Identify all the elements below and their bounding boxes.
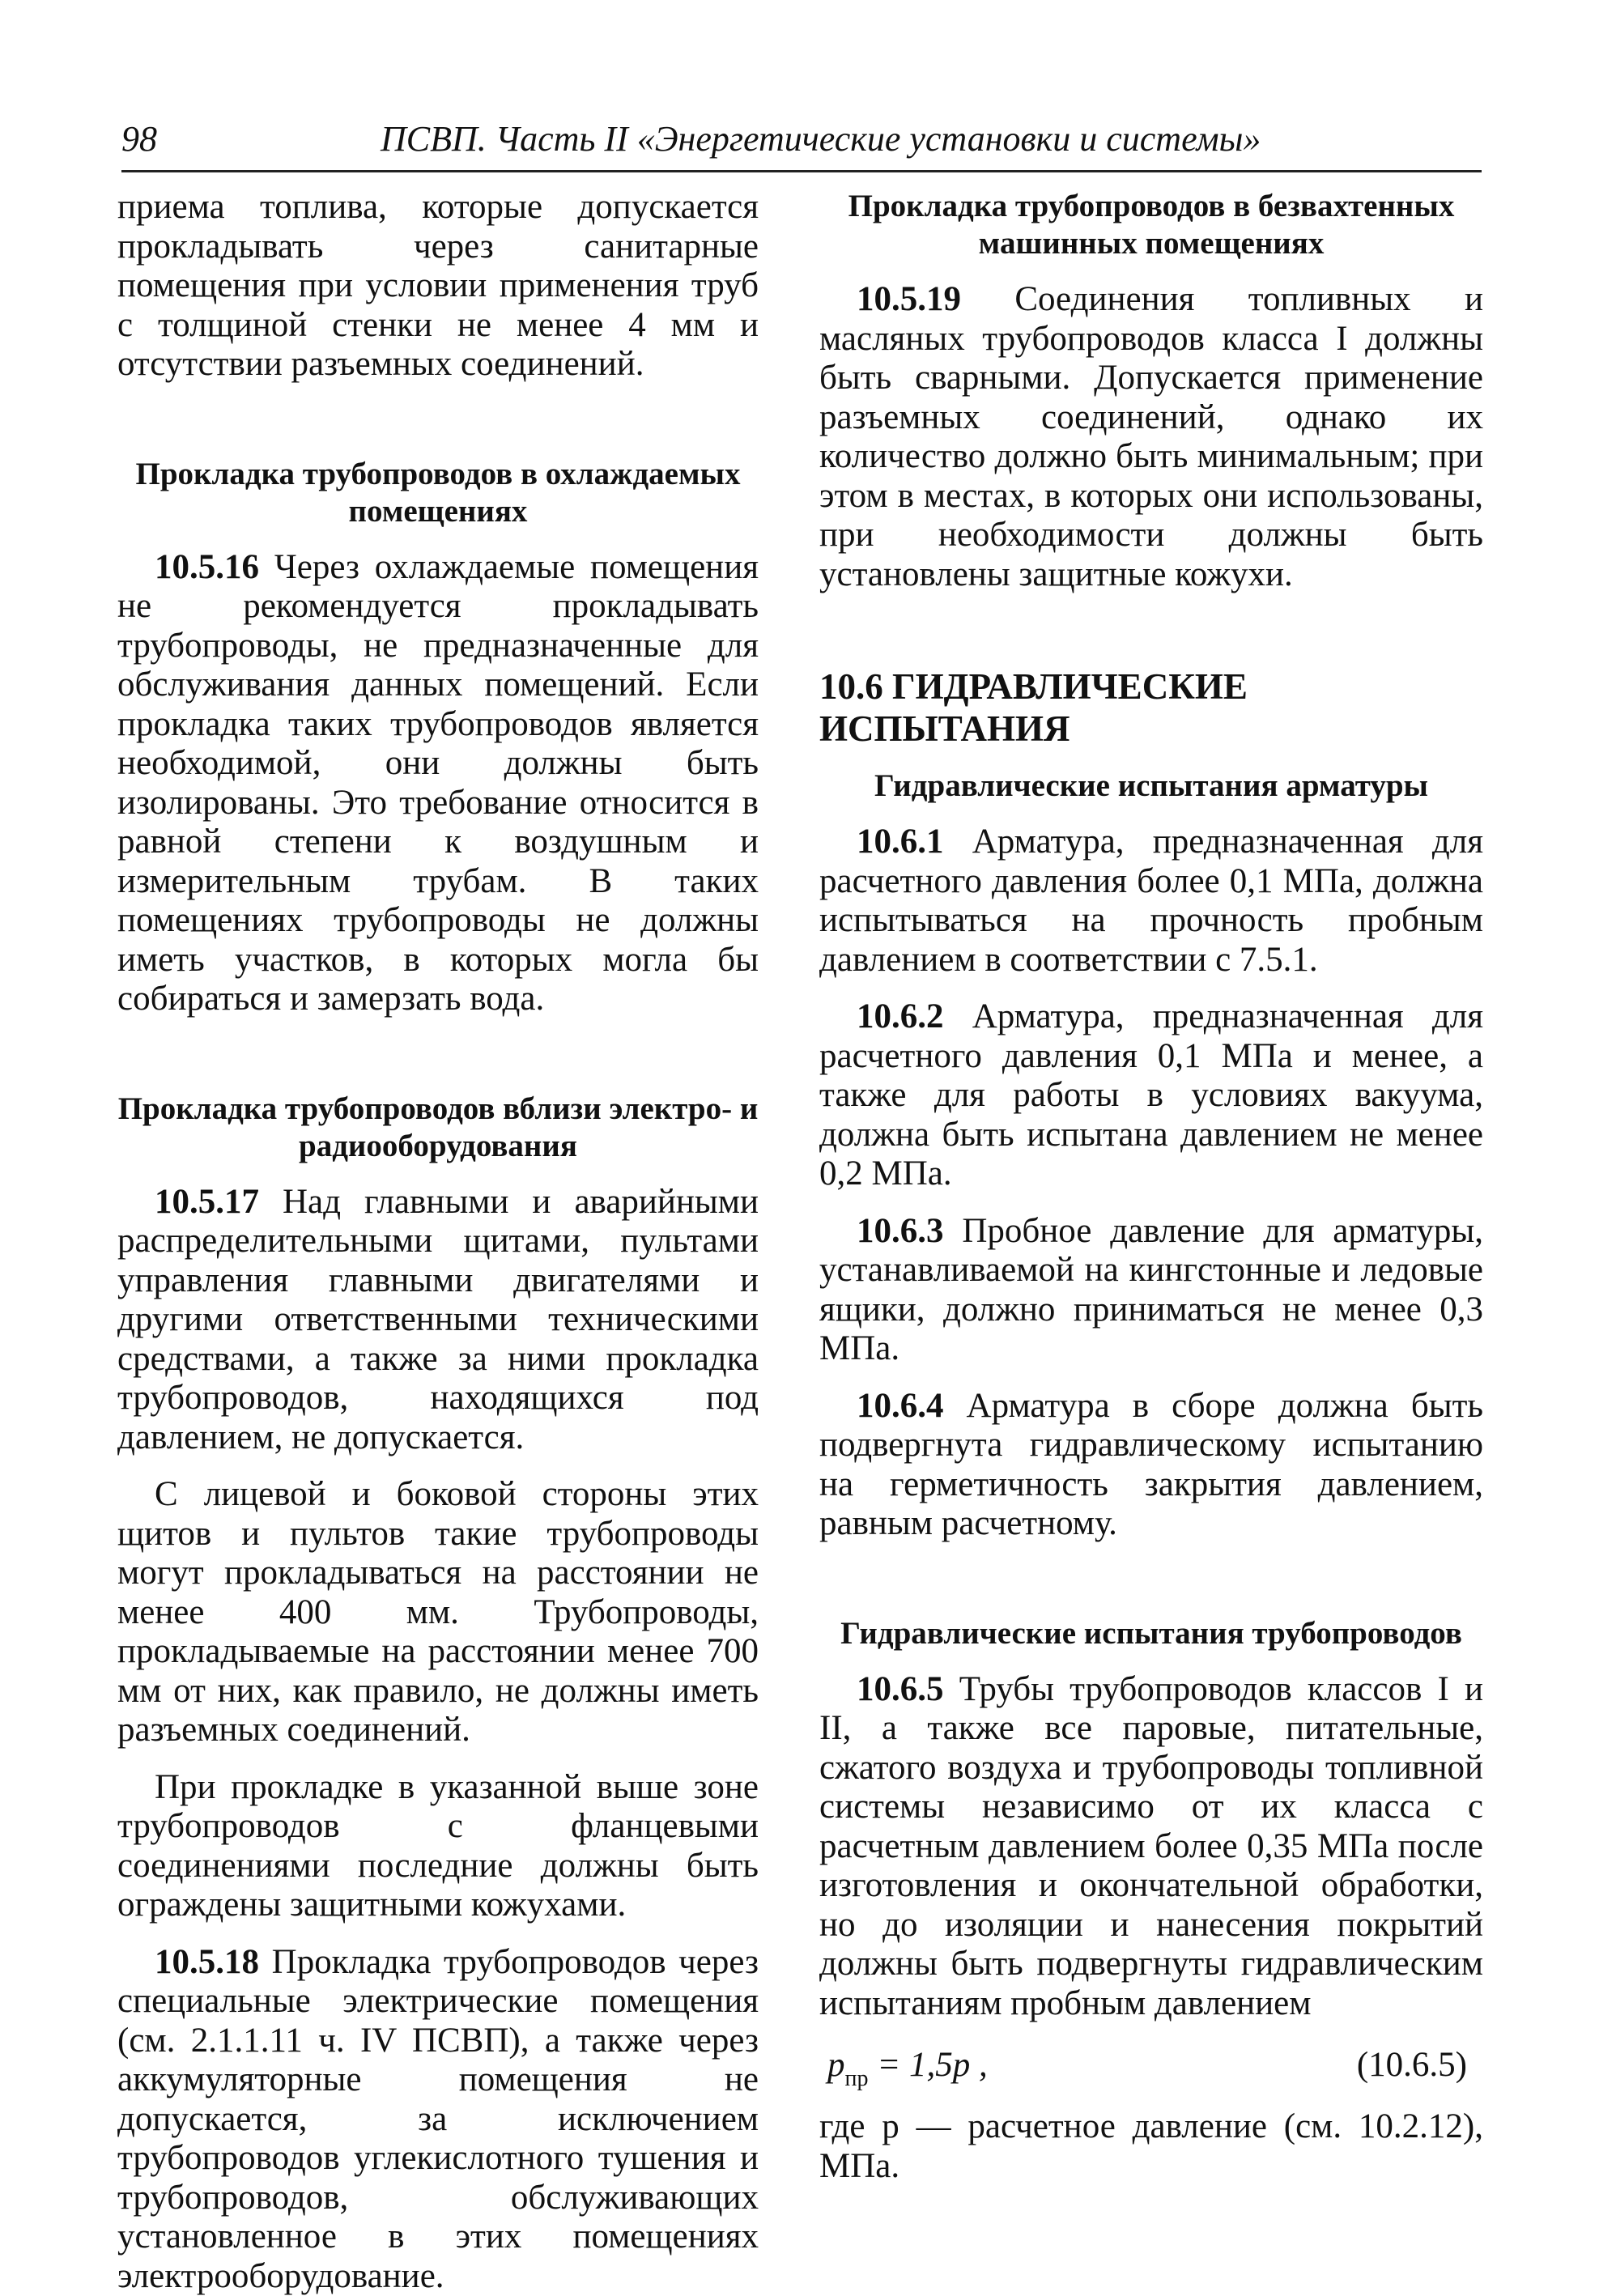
paragraph-10-6-5 xyxy=(819,1670,1483,2024)
subheading-cooled-rooms: Прокладка трубопроводов в охлаждаемых помещениях xyxy=(135,456,741,529)
formula-lhs: p xyxy=(827,2046,845,2084)
formula-explanation: где p — расчетное давление (см. 10.2.12), МПа. xyxy=(819,2107,1483,2185)
paragraph-10-6-3 xyxy=(819,1212,1483,1369)
left-column xyxy=(117,188,759,2296)
formula-subscript: пр xyxy=(844,2066,869,2091)
clause-number: 10.5.16 xyxy=(155,547,259,586)
clause-number: 10.6.2 xyxy=(857,997,944,1035)
clause-text: Над главными и аварийными распределительными щитами, пультами управления главными двигателями и другими ответственными техническими средствами, а также за ними прокладка трубопроводов, находящихся под давлением, не допускается. xyxy=(117,1182,759,1456)
clause-number: 10.6.1 xyxy=(857,823,944,861)
paragraph-10-5-17 xyxy=(117,1183,759,1458)
paragraph-10-5-19 xyxy=(819,280,1483,594)
subheading-electrical-equipment: Прокладка трубопроводов вблизи электро- и радиооборудования xyxy=(117,1091,759,1163)
clause-number: 10.6.5 xyxy=(857,1669,944,1708)
formula-10-6-5 xyxy=(819,2041,1483,2090)
running-title: ПСВП. Часть II «Энергетические установки и системы» xyxy=(381,119,1261,159)
section-title: 10.6 ГИДРАВЛИЧЕСКИЕ ИСПЫТАНИЯ xyxy=(819,666,1248,749)
continued-paragraph: приема топлива, которые допускается прокладывать через санитарные помещения при условии применения труб с толщиной стенки не менее 4 мм и отсутствии разъемных соединений. xyxy=(117,188,759,383)
paragraph-10-5-17-c: При прокладке в указанной выше зоне трубопроводов с фланцевыми соединениями последние должны быть ограждены защитными кожухами. xyxy=(117,1767,759,1924)
clause-text: Соединения топливных и масляных трубопроводов класса I должны быть сварными. Допускается применение разъемных соединений, однако их количество должно быть минимальным; при этом в местах, в которых они использованы, при необходимости должны быть установлены защитные кожухи. xyxy=(819,280,1483,593)
page-header xyxy=(121,115,1482,172)
paragraph-10-5-17-b: С лицевой и боковой стороны этих щитов и пультов такие трубопроводы могут прокладываться на расстоянии не менее 400 мм. Трубопроводы, прокладываемые на расстоянии менее 700 мм от них, как правило, не должны иметь разъемных соединений. xyxy=(117,1475,759,1749)
paragraph-10-6-2 xyxy=(819,997,1483,1194)
clause-text: Трубы трубопроводов классов I и II, а также все паровые, питательные, сжатого воздуха и трубопроводы топливной системы независимо от их класса с расчетным давлением более 0,35 МПа после изготовления и окончательной обработки, но до изоляции и нанесения покрытий должны быть подвергнуты гидравлическим испытаниям пробным давлением xyxy=(819,1669,1483,2022)
clause-text: Арматура в сборе должна быть подвергнута гидравлическому испытанию на герметичность закрытия давлением, равным расчетному. xyxy=(819,1386,1483,1542)
clause-number: 10.5.17 xyxy=(155,1182,259,1221)
clause-text: Прокладка трубопроводов через специальные электрические помещения (см. 2.1.1.11 ч. IV ПСВП), а также через аккумуляторные помещения не допускается, за исключением трубопроводов углекислотного тушения и трубопроводов, обслуживающих установленное в этих помещениях электрооборудование. xyxy=(117,1942,759,2295)
right-column xyxy=(819,188,1483,2186)
formula-number: (10.6.5) xyxy=(1356,2046,1467,2084)
paragraph-10-5-18 xyxy=(117,1943,759,2296)
clause-text: Пробное давление для арматуры, устанавливаемой на кингстонные и ледовые ящики, должно приниматься не менее 0,3 МПа. xyxy=(819,1211,1483,1367)
subheading-pipe-tests: Гидравлические испытания трубопроводов xyxy=(840,1615,1462,1651)
paragraph-10-6-4 xyxy=(819,1387,1483,1544)
formula-expression xyxy=(827,2046,988,2098)
clause-number: 10.5.18 xyxy=(155,1942,259,1981)
clause-number: 10.6.4 xyxy=(857,1386,944,1425)
paragraph-10-6-1 xyxy=(819,823,1483,980)
paragraph-10-5-16 xyxy=(117,548,759,1019)
page-number: 98 xyxy=(121,119,157,159)
clause-text: Арматура, предназначенная для расчетного давления 0,1 МПа и менее, а также для работы в условиях вакуума, должна быть испытана давлением не менее 0,2 МПа. xyxy=(819,997,1483,1193)
clause-text: Арматура, предназначенная для расчетного давления более 0,1 МПа, должна испытываться на прочность пробным давлением в соответствии с 7.5.1. xyxy=(819,823,1483,979)
clause-number: 10.5.19 xyxy=(857,280,961,318)
clause-number: 10.6.3 xyxy=(857,1211,944,1250)
clause-text: Через охлаждаемые помещения не рекомендуется прокладывать трубопроводы, не предназначенные для обслуживания данных помещений. Если прокладка таких трубопроводов является необходимой, они должны быть изолированы. Это требование относится в равной степени к воздушным и измерительным трубам. В таких помещениях трубопроводы не должны иметь участков, в которых могла бы собираться и замерзать вода. xyxy=(117,547,759,1018)
subheading-fittings-tests: Гидравлические испытания арматуры xyxy=(874,768,1428,803)
subheading-unmanned-machinery: Прокладка трубопроводов в безвахтенных машинных помещениях xyxy=(848,189,1455,261)
formula-rhs: = 1,5p , xyxy=(868,2046,988,2084)
